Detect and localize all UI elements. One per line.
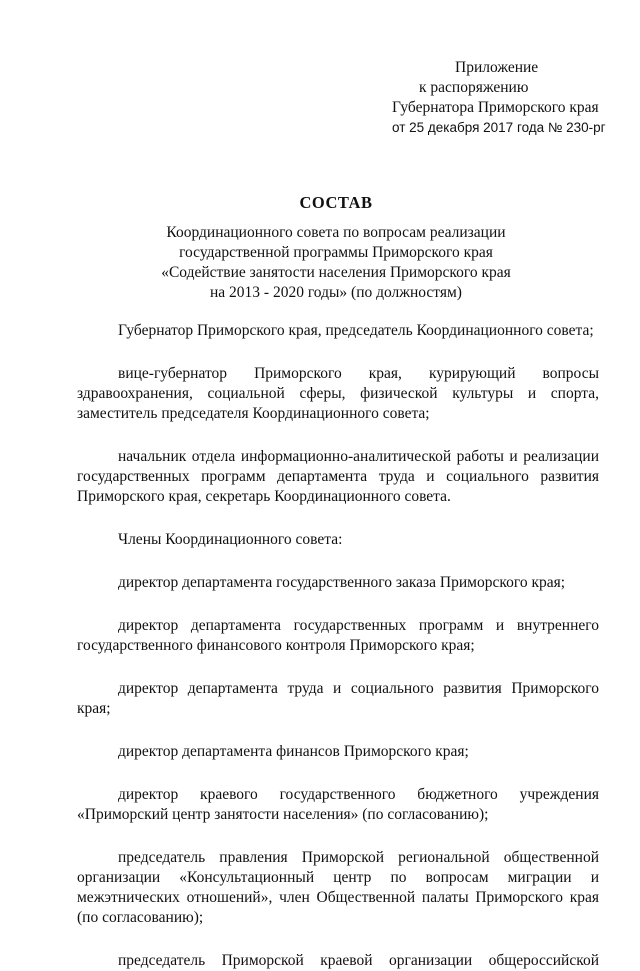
document-heading (70, 193, 602, 303)
member-paragraph: директор департамента финансов Приморского края; (118, 743, 469, 760)
member-paragraph: председатель правления Приморской региональной общественной организации «Консультационный центр по вопросам миграции и межэтнических отношений», член Общественной палаты Приморского края (по согласованию); (77, 849, 599, 926)
member-paragraph: Губернатор Приморского края, председатель Координационного совета; (118, 322, 594, 339)
appendix-line-governor: Губернатора Приморского края (392, 99, 599, 116)
document-subtitle-line: Координационного совета по вопросам реализации (166, 224, 506, 241)
document-title: СОСТАВ (299, 193, 373, 212)
member-paragraph: председатель Приморской краевой организации общероссийской (118, 952, 599, 969)
document-body (77, 321, 599, 971)
document-subtitle-line: «Содействие занятости населения Приморского края (161, 264, 511, 281)
appendix-header (392, 58, 612, 138)
member-paragraph: начальник отдела информационно-аналитической работы и реализации государственных программ департамента труда и социального развития Приморского края, секретарь Координационного совета. (77, 448, 599, 505)
member-paragraph: директор департамента труда и социального развития Приморского края; (77, 680, 599, 717)
document-subtitle-line: на 2013 - 2020 годы» (по должностям) (210, 284, 462, 301)
member-paragraph: вице-губернатор Приморского края, курирующий вопросы здравоохранения, социальной сферы, физической культуры и спорта, заместитель председателя Координационного совета; (77, 365, 599, 422)
appendix-line-order: к распоряжению (419, 79, 529, 96)
members-heading: Члены Координационного совета: (118, 531, 343, 548)
appendix-line-date: от 25 декабря 2017 года № 230-рг (392, 120, 606, 135)
appendix-title: Приложение (455, 59, 539, 76)
member-paragraph: директор департамента государственных программ и внутреннего государственного финансового контроля Приморского края; (77, 617, 599, 654)
document-subtitle-line: государственной программы Приморского края (179, 244, 493, 261)
member-paragraph: директор краевого государственного бюджетного учреждения «Приморский центр занятости населения» (по согласованию); (77, 786, 599, 823)
member-paragraph: директор департамента государственного заказа Приморского края; (118, 574, 566, 591)
